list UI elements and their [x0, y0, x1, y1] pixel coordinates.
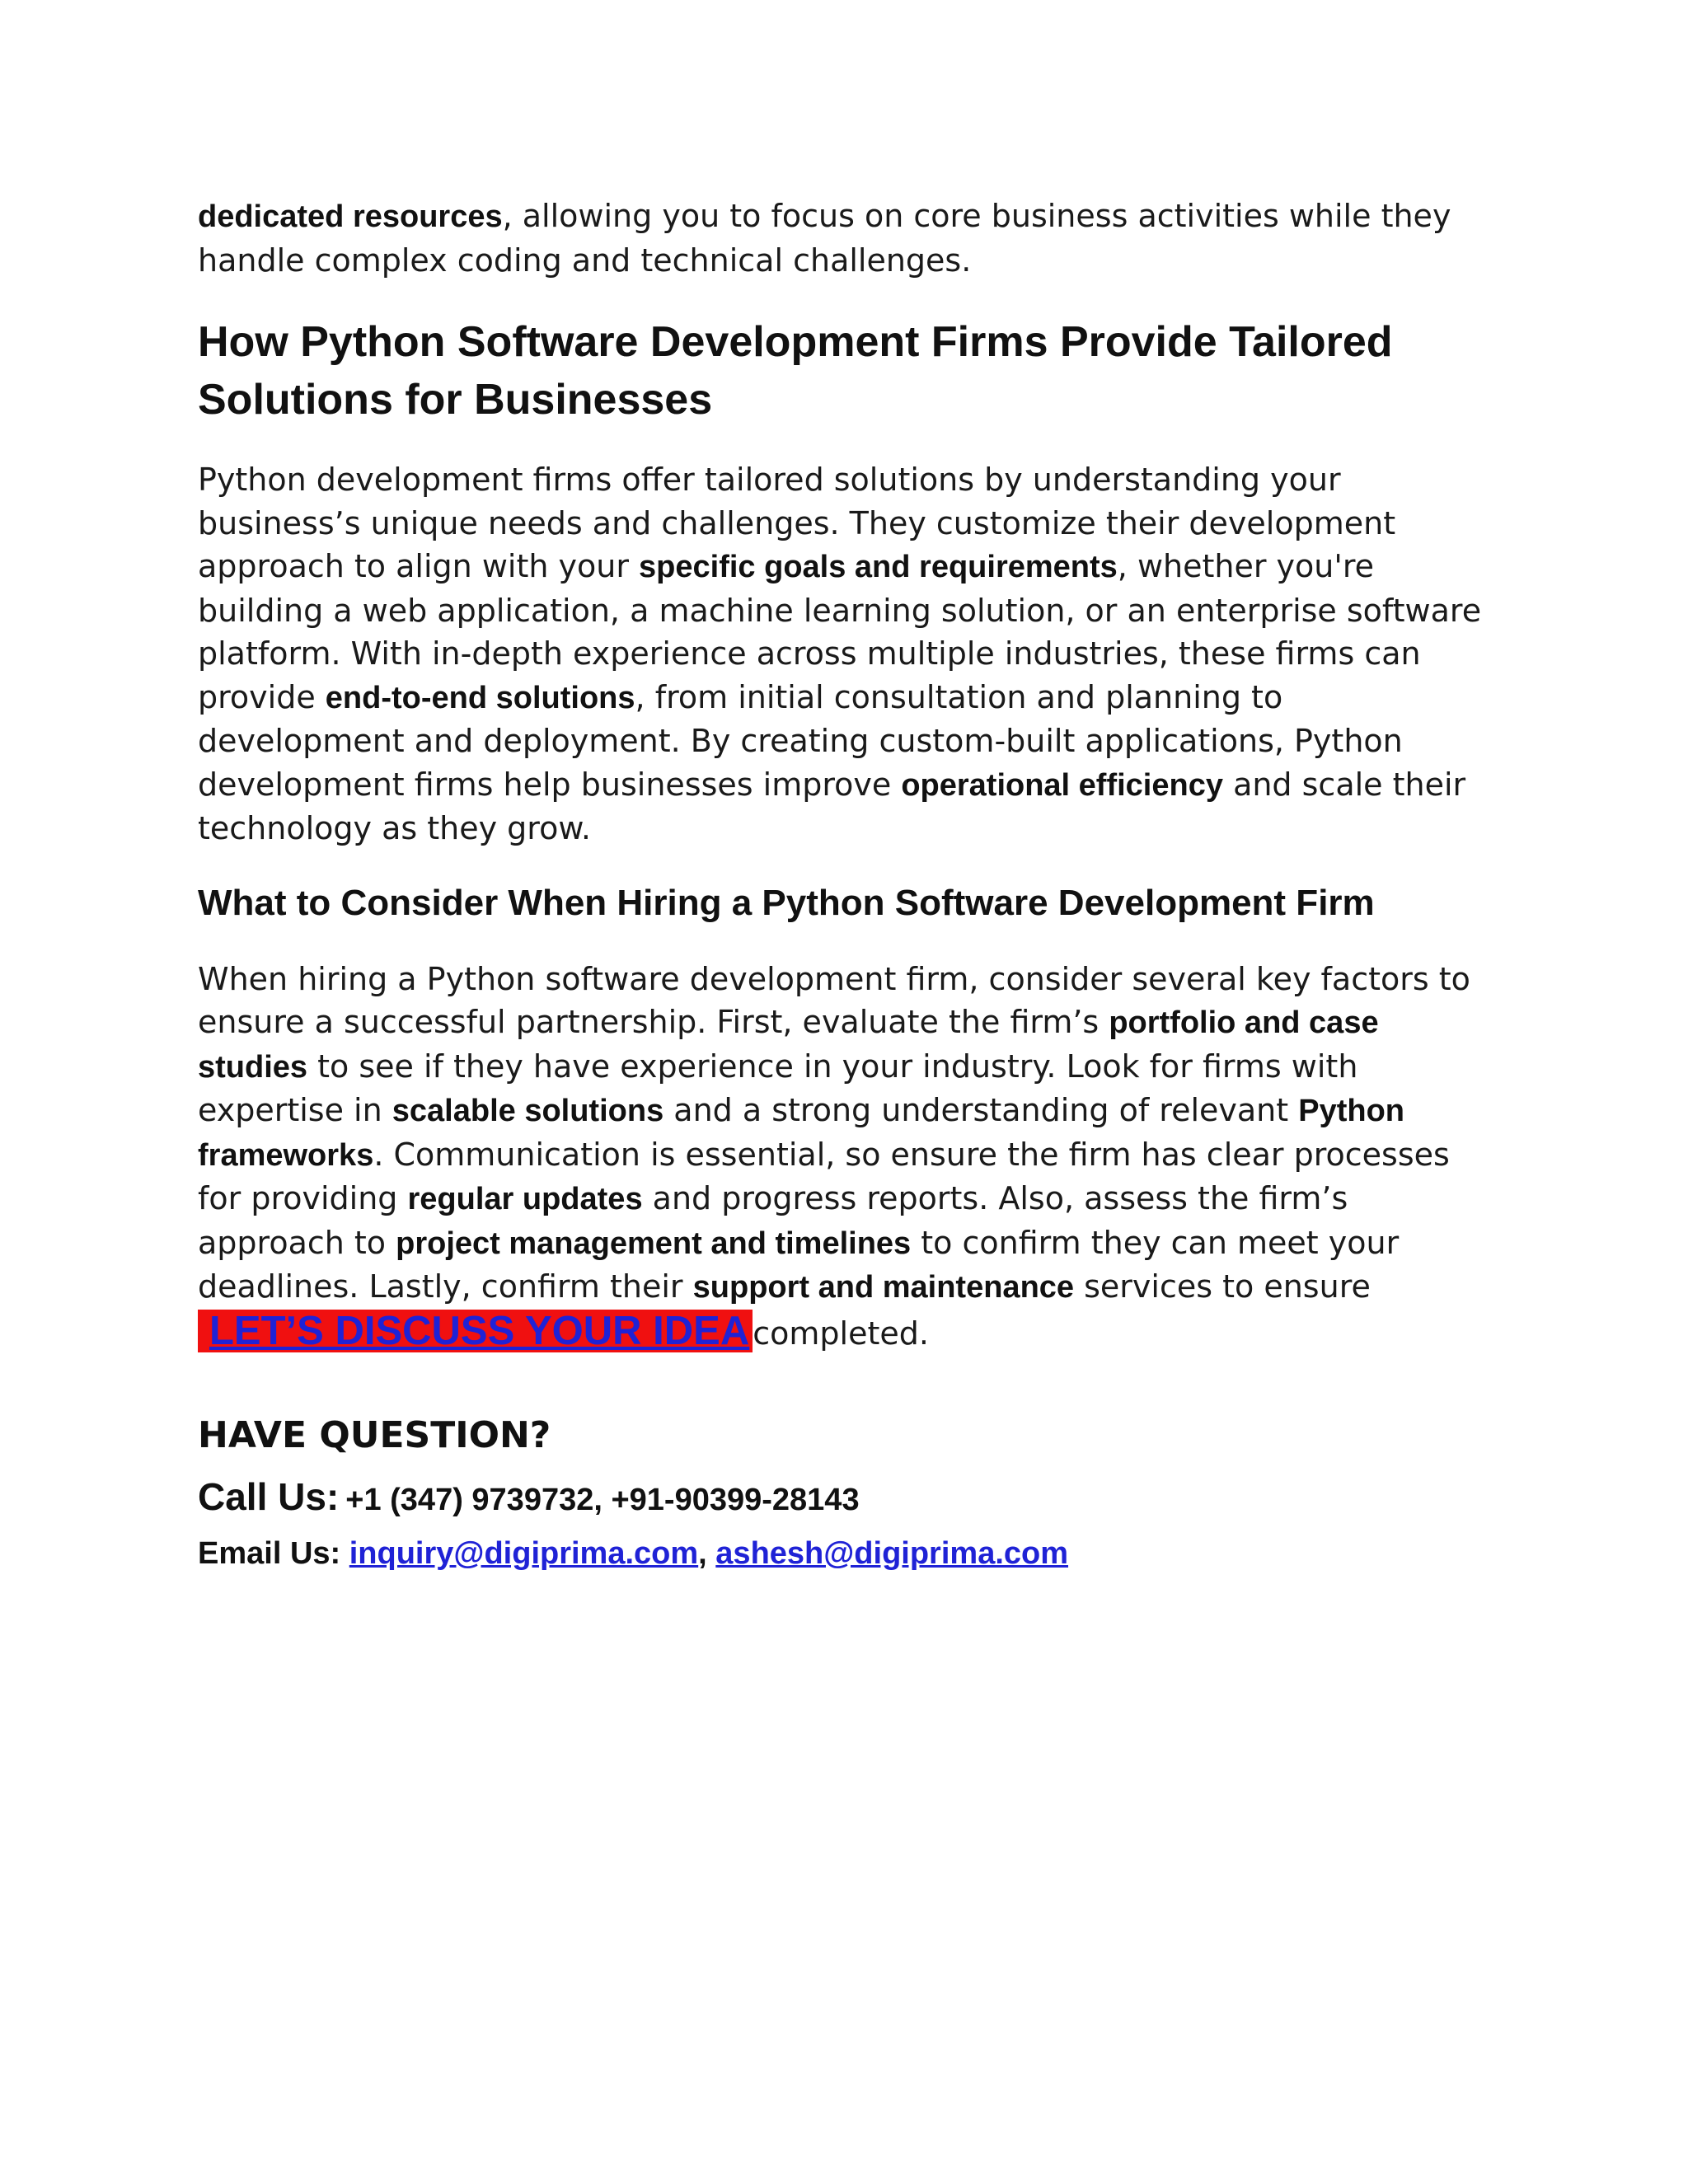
intro-text: , allowing you to focus on core business activities while they handle complex coding and technical challenges. [198, 198, 1451, 279]
call-us-label: Call Us: [198, 1475, 340, 1518]
email-separator: , [698, 1536, 707, 1571]
section2-text-2: to see if they have experience in your industry. Look for firms with expertise in [198, 1047, 1358, 1128]
section2-heading: What to Consider When Hiring a Python Software Development Firm [198, 882, 1375, 923]
section2-bold-6: support and maintenance [692, 1270, 1075, 1305]
section1-text-3: , from initial consultation and planning to development and deployment. By creating custom-built applications, Python development firms help businesses improve [198, 678, 1403, 803]
section2-paragraph [198, 958, 1484, 1356]
section2-bold-4: regular updates [407, 1182, 643, 1216]
section2-bold-5: project management and timelines [396, 1226, 912, 1261]
lets-discuss-button[interactable]: LET’S DISCUSS YOUR IDEA [198, 1310, 753, 1352]
email-us-label: Email Us: [198, 1536, 341, 1571]
section2-text-1: When hiring a Python software development firm, consider several key factors to ensure a successful partnership. First, evaluate the firm’s [198, 960, 1470, 1040]
section2-text-8: completed. [753, 1315, 929, 1352]
section1-text-2: , whether you're building a web application, a machine learning solution, or an enterprise software platform. With in-depth experience across multiple industries, these firms can provide [198, 548, 1482, 715]
email-link-inquiry[interactable]: inquiry@digiprima.com [349, 1536, 699, 1571]
have-question-heading: HAVE QUESTION? [198, 1414, 551, 1456]
intro-bold-lead: dedicated resources [198, 199, 503, 234]
section2-text-5: and progress reports. Also, assess the firm’s approach to [198, 1180, 1348, 1261]
section2-text-4: . Communication is essential, so ensure the firm has clear processes for providing [198, 1136, 1450, 1216]
section1-bold-3: operational efficiency [901, 767, 1223, 803]
section1-text-1: Python development firms offer tailored solutions by understanding your business’s unique needs and challenges. They customize their development approach to align with your [198, 462, 1396, 584]
phone-numbers: +1 (347) 9739732, +91-90399-28143 [345, 1483, 860, 1517]
intro-paragraph [198, 194, 1484, 282]
document-page [198, 194, 1484, 1574]
section1-heading: How Python Software Development Firms Provide Tailored Solutions for Businesses [198, 318, 1393, 424]
section2-text-3: and a strong understanding of relevant [663, 1092, 1299, 1128]
section2-bold-2: scalable solutions [392, 1094, 664, 1128]
section2-bold-3: Python frameworks [198, 1094, 1405, 1173]
section2-bold-1: portfolio and case studies [198, 1005, 1379, 1085]
section1-bold-2: end-to-end solutions [325, 680, 635, 715]
section2-text-7: services to ensure [1074, 1268, 1371, 1305]
section1-bold-1: specific goals and requirements [639, 550, 1118, 584]
section1-paragraph [198, 458, 1484, 851]
section2-text-6: to confirm they can meet your deadlines. Lastly, confirm their [198, 1224, 1400, 1305]
call-us-line [198, 1474, 1484, 1530]
email-us-line [198, 1533, 1484, 1574]
section1-text-4: and scale their technology as they grow. [198, 766, 1466, 846]
email-link-ashesh[interactable]: ashesh@digiprima.com [715, 1536, 1069, 1571]
